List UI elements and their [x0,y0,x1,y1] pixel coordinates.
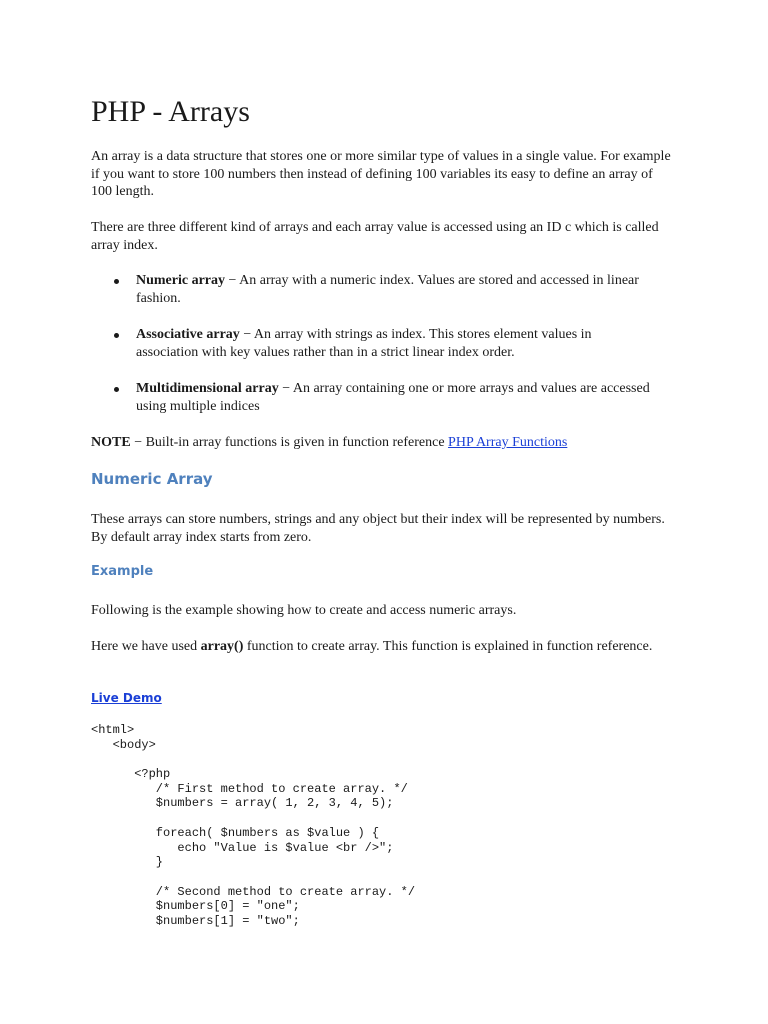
bullet-text: − An array with a numeric index. Values are stored and accessed in linear fashion. [136,273,639,306]
code-line: <?php [91,767,171,782]
list-item-multidimensional-array [91,380,656,415]
example-paragraph: Following is the example showing how to create and access numeric arrays. [91,603,517,618]
bullet-icon [114,387,119,392]
live-demo-link[interactable]: Live Demo [91,691,162,705]
code-line: <html> [91,723,135,737]
array-function-text-after: function to create array. This function is explained in function reference. [243,639,653,654]
example-heading: Example [91,564,154,579]
list-item-associative-array [91,326,656,361]
bullet-icon [114,279,119,284]
array-types-list [91,272,671,415]
code-block [91,723,415,929]
note-paragraph [91,434,671,452]
code-line: $numbers = array( 1, 2, 3, 4, 5); [91,796,394,811]
intro-paragraph: An array is a data structure that stores one or more similar type of values in a single value. For example if you want to store 100 numbers then instead of defining 100 variables its easy to define an array of 100 length. [91,149,671,199]
array-function-paragraph [91,638,671,656]
code-line: echo "Value is $value <br />"; [91,840,394,855]
page-title: PHP - Arrays [91,95,250,128]
code-line [91,870,415,885]
bullet-text: − An array with strings as index. This stores element values in association with key values rather than in a strict linear index order. [136,327,592,360]
code-line: /* Second method to create array. */ [91,884,416,899]
code-line: } [91,855,164,870]
php-array-functions-link[interactable]: PHP Array Functions [448,435,568,450]
list-item-numeric-array [91,272,656,307]
array-function-text-before: Here we have used [91,639,201,654]
bullet-term: Multidimensional array [136,381,279,396]
bullet-text: − An array containing one or more arrays and values are accessed using multiple indices [136,381,650,414]
code-line [91,752,415,767]
array-function-name: array() [200,639,244,654]
numeric-array-paragraph: These arrays can store numbers, strings and any object but their index will be represented by numbers. By default array index starts from zero. [91,512,665,545]
bullet-icon [114,333,119,338]
code-line: $numbers[1] = "two"; [91,913,300,928]
array-kinds-paragraph: There are three different kind of arrays and each array value is accessed using an ID c which is called array index. [91,220,659,253]
bullet-term: Associative array [136,327,240,342]
note-label: NOTE [91,435,131,450]
code-line: foreach( $numbers as $value ) { [91,825,380,840]
code-line: $numbers[0] = "one"; [91,899,300,914]
numeric-array-heading: Numeric Array [91,470,213,488]
note-text: − Built-in array functions is given in function reference [130,435,449,450]
code-line: /* First method to create array. */ [91,781,408,796]
bullet-term: Numeric array [136,273,226,288]
code-line [91,811,415,826]
code-line: <body> [91,737,156,752]
